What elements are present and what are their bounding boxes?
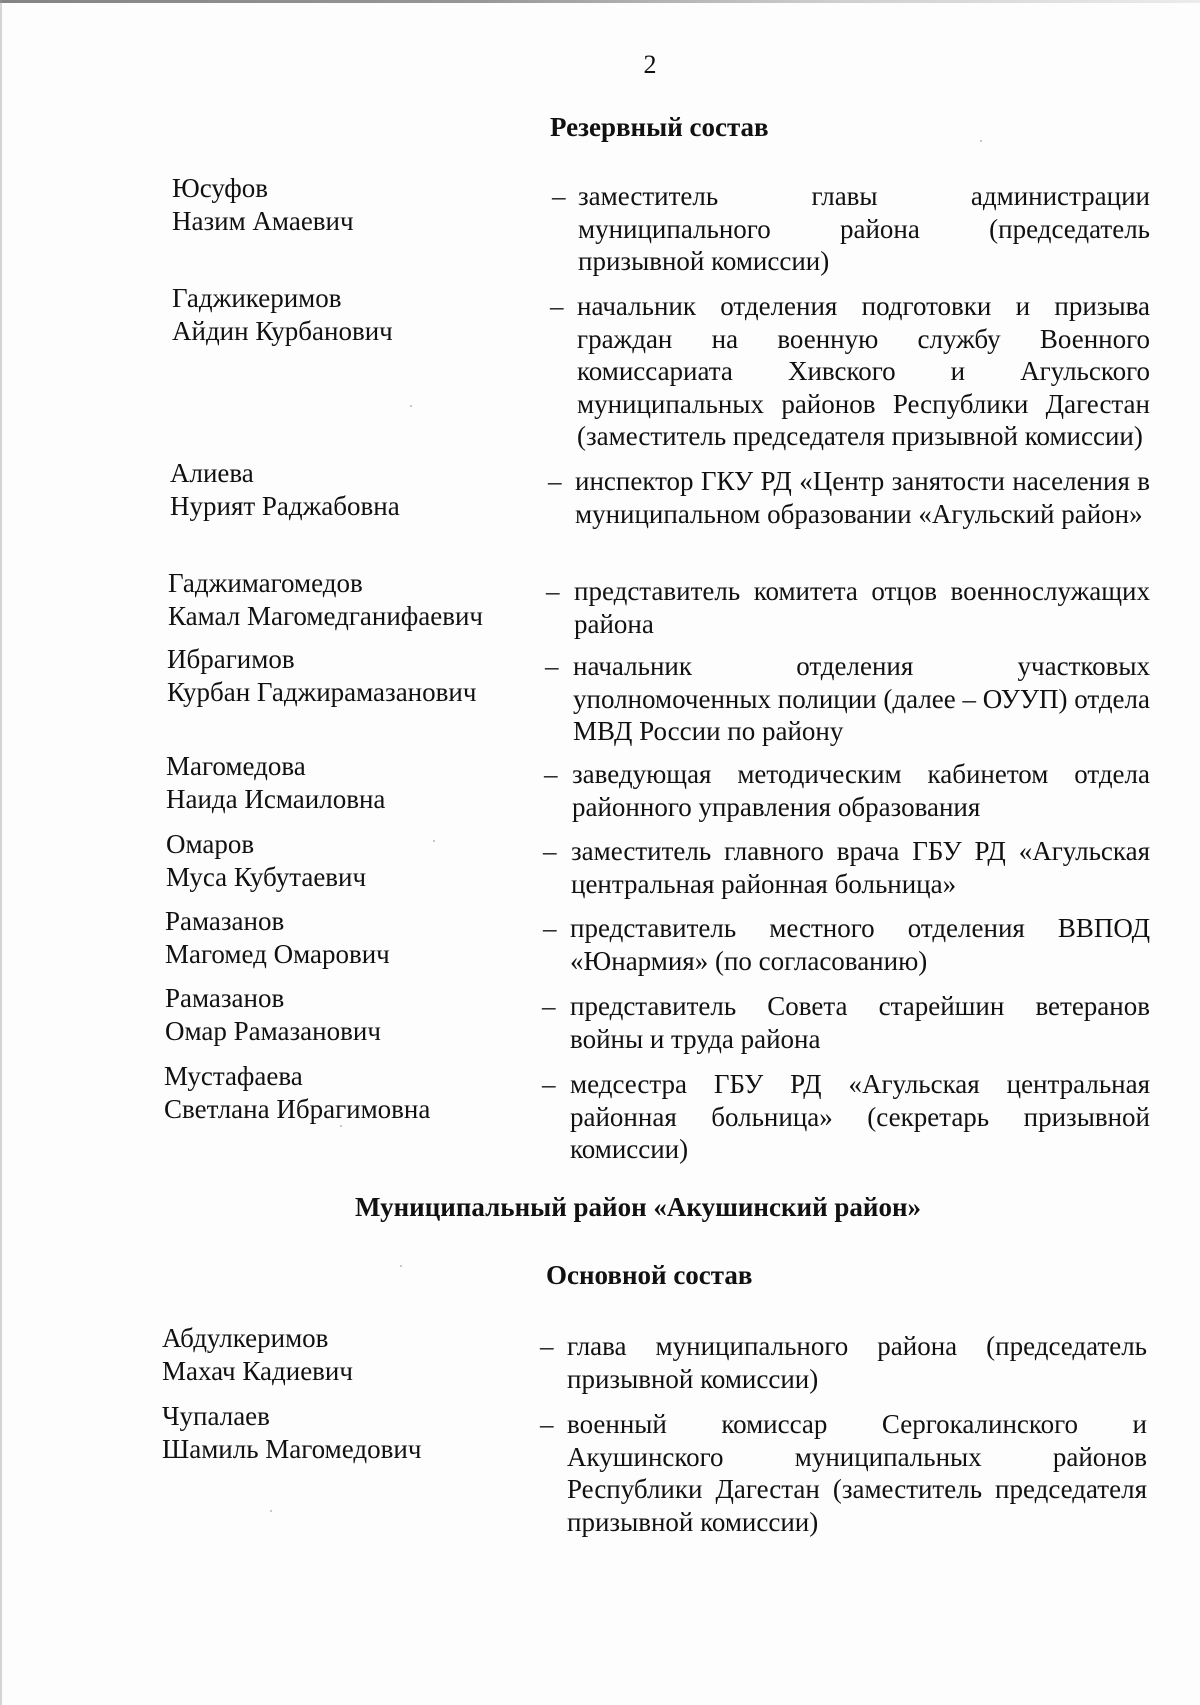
member-dash: – (545, 651, 559, 681)
member-role: представитель местного отделения ВВПОД «Юнармия» (по согласованию) (570, 913, 1150, 976)
scan-left-edge (0, 0, 2, 1705)
member-dash: – (543, 836, 557, 866)
scan-speck (410, 405, 412, 407)
scan-speck (400, 1265, 402, 1267)
member-role: заведующая методическим кабинетом отдела районного управления образования (572, 759, 1150, 822)
member-surname: Гаджикеримов (172, 283, 342, 313)
member-surname: Юсуфов (172, 173, 268, 203)
member-surname: Магомедова (166, 751, 306, 781)
member-surname: Рамазанов (165, 906, 285, 936)
member-dash: – (544, 759, 558, 789)
member-role: заместитель главного врача ГБУ РД «Агульская центральная районная больница» (571, 836, 1150, 899)
member-role: медсестра ГБУ РД «Агульская центральная районная больница» (секретарь призывной комиссии) (570, 1069, 1150, 1164)
member-given-name: Назим Амаевич (172, 206, 354, 236)
member-surname: Рамазанов (165, 983, 285, 1013)
member-given-name: Курбан Гаджирамазанович (167, 677, 477, 707)
member-given-name: Шамиль Магомедович (162, 1434, 422, 1464)
scan-speck (270, 1510, 272, 1512)
member-dash: – (550, 291, 564, 321)
member-given-name: Камал Магомедганифаевич (168, 601, 484, 631)
section-heading-main: Основной состав (546, 1260, 753, 1290)
member-dash: – (548, 466, 562, 496)
member-dash: – (540, 1409, 554, 1439)
member-given-name: Омар Рамазанович (165, 1016, 381, 1046)
member-role: начальник отделения подготовки и призыва граждан на военную службу Военного комиссариата Хивского и Агульского муниципальных районов Республики Дагестан (заместитель председателя призывной комиссии) (577, 291, 1150, 451)
member-surname: Мустафаева (164, 1061, 303, 1091)
member-role: военный комиссар Сергокалинского и Акушинского муниципальных районов Республики Дагестан (заместитель председателя призывной комиссии) (567, 1409, 1147, 1537)
member-given-name: Наида Исмаиловна (166, 784, 386, 814)
member-surname: Ибрагимов (167, 644, 295, 674)
member-role: заместитель главы администрации муниципального района (председатель призывной комиссии) (578, 181, 1150, 276)
member-given-name: Магомед Омарович (165, 939, 390, 969)
member-role: представитель Совета старейшин ветеранов войны и труда района (570, 991, 1150, 1054)
member-dash: – (542, 1069, 556, 1099)
section-heading-reserve: Резервный состав (550, 112, 769, 142)
member-role: инспектор ГКУ РД «Центр занятости населения в муниципальном образовании «Агульский район» (575, 466, 1150, 529)
member-dash: – (543, 913, 557, 943)
member-given-name: Нурият Раджабовна (170, 491, 400, 521)
member-dash: – (546, 576, 560, 606)
member-given-name: Айдин Курбанович (172, 316, 393, 346)
member-role: глава муниципального района (председатель призывной комиссии) (567, 1331, 1147, 1394)
member-dash: – (552, 181, 566, 211)
member-surname: Гаджимагомедов (168, 568, 363, 598)
member-dash: – (542, 991, 556, 1021)
member-given-name: Светлана Ибрагимовна (164, 1094, 431, 1124)
scan-top-edge (0, 0, 1200, 3)
page-number: 2 (643, 50, 657, 79)
scan-speck (433, 840, 435, 842)
member-dash: – (540, 1331, 554, 1361)
member-surname: Чупалаев (162, 1401, 270, 1431)
member-given-name: Махач Кадиевич (162, 1356, 353, 1386)
member-surname: Омаров (166, 829, 255, 859)
member-surname: Алиева (170, 458, 254, 488)
member-role: начальник отделения участковых уполномоченных полиции (далее – ОУУП) отдела МВД России по району (573, 651, 1150, 746)
section-heading-district: Муниципальный район «Акушинский район» (355, 1192, 922, 1222)
member-role: представитель комитета отцов военнослужащих района (574, 576, 1150, 639)
scan-speck (980, 140, 982, 142)
member-surname: Абдулкеримов (162, 1323, 329, 1353)
scan-speck (340, 1125, 342, 1127)
member-given-name: Муса Кубутаевич (166, 862, 367, 892)
